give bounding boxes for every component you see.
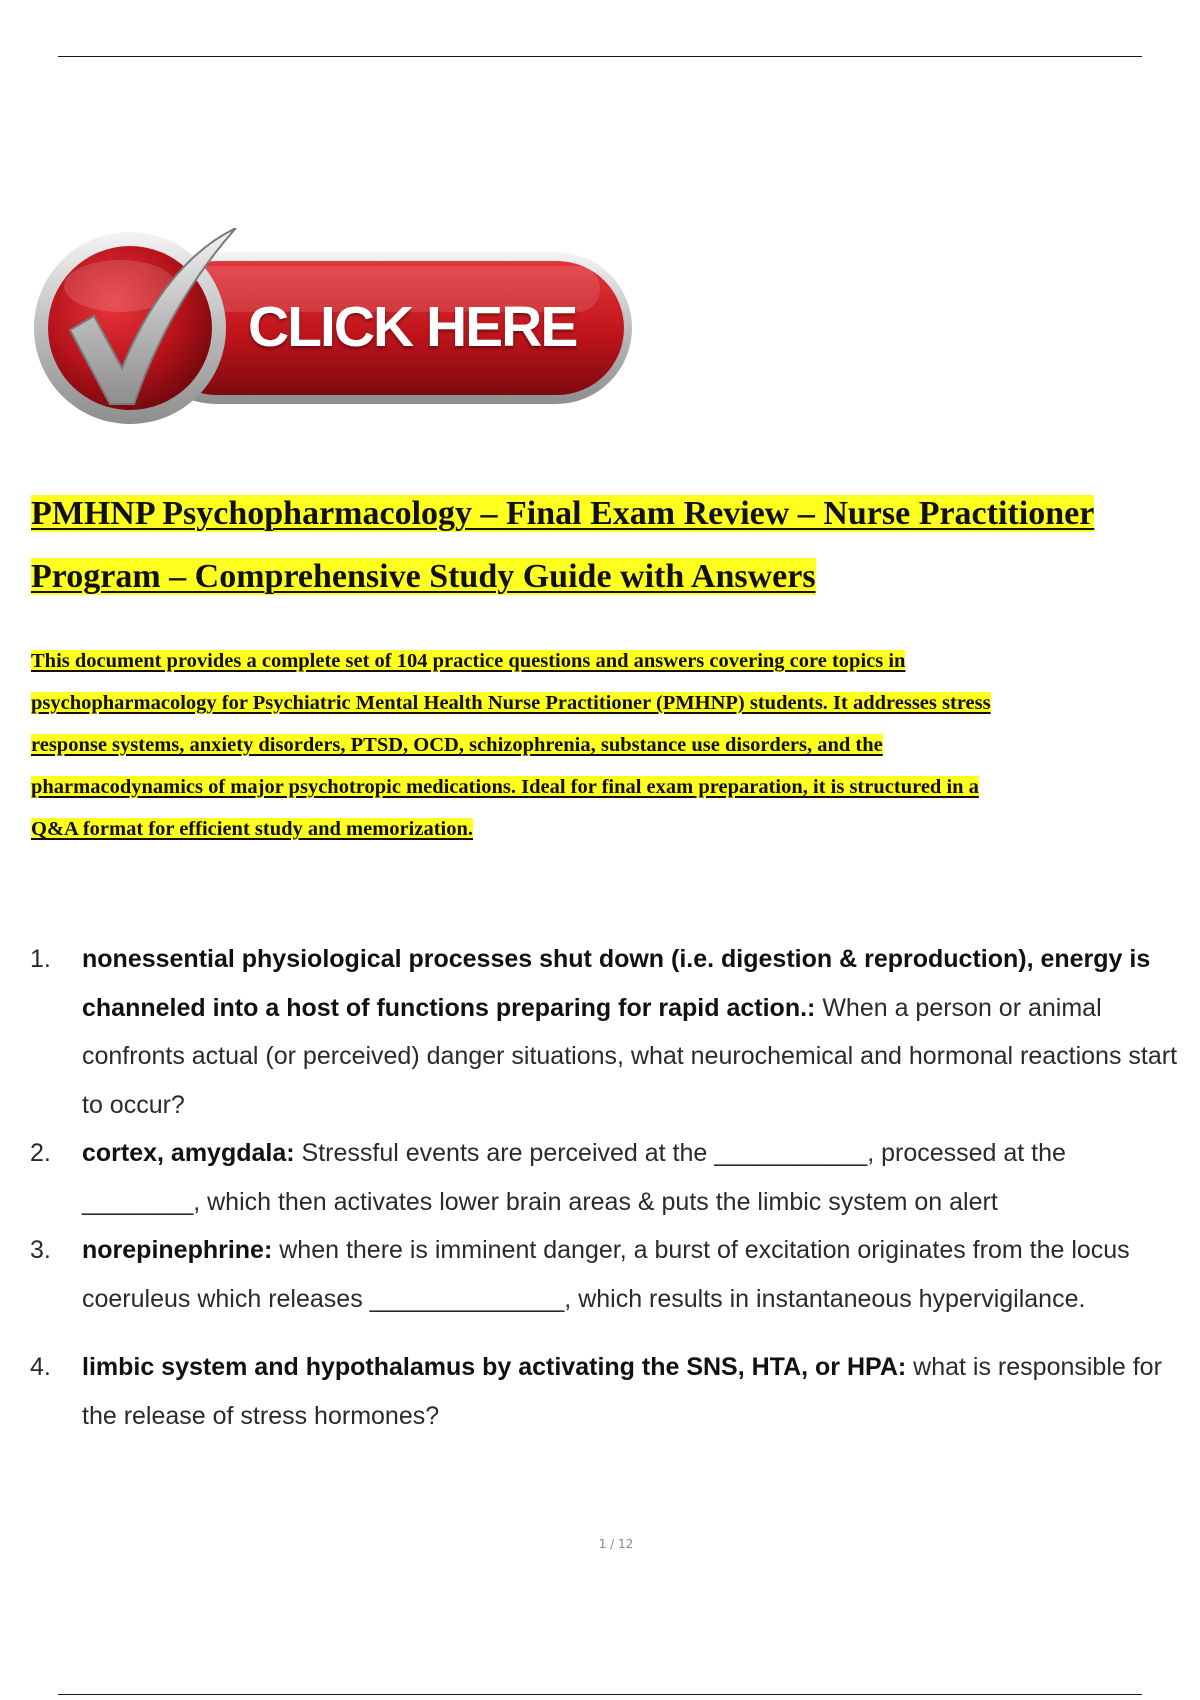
question-number: 2. — [30, 1139, 51, 1167]
question-text: when there is imminent danger, a burst of excitation originates from the locus coeruleus which releases ______________, which results in instantaneous hypervigilance. — [82, 1236, 1130, 1313]
question-item-2 — [30, 1129, 1190, 1226]
answer-term: cortex, amygdala: — [82, 1139, 295, 1167]
answer-term: limbic system and hypothalamus by activating the SNS, HTA, or HPA: — [82, 1353, 907, 1381]
bottom-rule — [58, 1694, 1142, 1695]
summary-line: psychopharmacology for Psychiatric Mental Health Nurse Practitioner (PMHNP) students. It addresses stress — [31, 692, 991, 714]
question-number: 1. — [30, 945, 51, 973]
click-here-label: CLICK HERE — [248, 295, 577, 359]
question-item-3 — [30, 1226, 1190, 1323]
title-line-1: PMHNP Psychopharmacology – Final Exam Review – Nurse Practitioner — [31, 495, 1095, 532]
question-number: 4. — [30, 1353, 51, 1381]
page-indicator: 1 / 12 — [598, 1537, 634, 1551]
question-list — [30, 935, 1190, 1440]
question-text: When a person or animal confronts actual (or perceived) danger situations, what neurochemical and hormonal reactions start to occur? — [82, 993, 1178, 1119]
summary-line: response systems, anxiety disorders, PTSD, OCD, schizophrenia, substance use disorders, and the — [31, 734, 883, 756]
title-line-2: Program – Comprehensive Study Guide with Answers — [31, 558, 816, 595]
summary-line: Q&A format for efficient study and memorization. — [31, 818, 474, 840]
question-text: Stressful events are perceived at the ___________, processed at the ________, which then activates lower brain areas & puts the limbic system on alert — [82, 1139, 1066, 1216]
question-text: what is responsible for the release of stress hormones? — [82, 1353, 1162, 1430]
question-item-1 — [30, 935, 1190, 1129]
top-rule — [58, 56, 1142, 57]
summary-line: This document provides a complete set of 104 practice questions and answers covering core topics in — [31, 650, 906, 672]
answer-term: norepinephrine: — [82, 1236, 273, 1264]
document-title — [31, 482, 1181, 608]
summary-line: pharmacodynamics of major psychotropic medications. Ideal for final exam preparation, it is structured in a — [31, 776, 979, 798]
document-summary — [31, 640, 1181, 850]
click-here-banner[interactable] — [30, 228, 640, 428]
question-item-4 — [30, 1343, 1190, 1440]
answer-term: nonessential physiological processes shut down (i.e. digestion & reproduction), energy is channeled into a host of functions preparing for rapid action.: — [82, 945, 1151, 1022]
question-number: 3. — [30, 1236, 51, 1264]
